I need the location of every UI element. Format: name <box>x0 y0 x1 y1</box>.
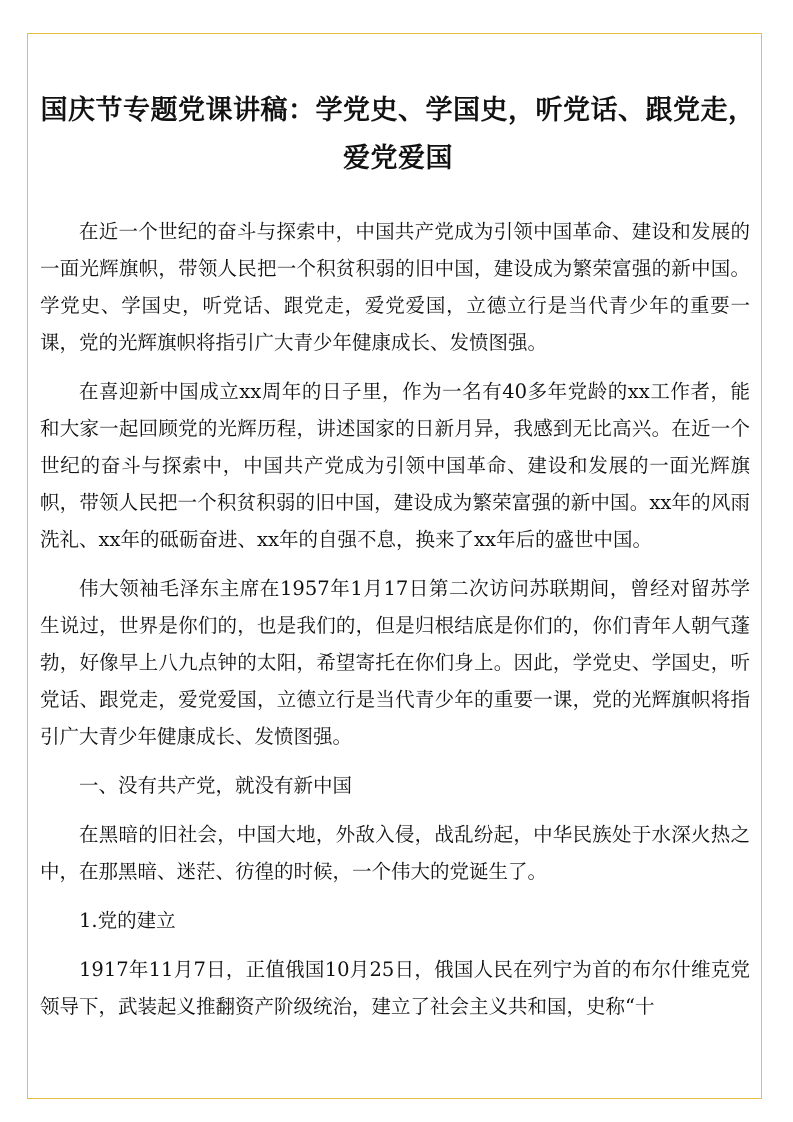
title-line-1: 国庆节专题党课讲稿：学党史、学国史，听党话、跟党走， <box>40 95 756 126</box>
paragraph-party-founding: 1917年11月7日，正值俄国10月25日，俄国人民在列宁为首的布尔什维克党领导下，武装起义推翻资产阶级统治，建立了社会主义共和国，史称“十 <box>40 958 750 1018</box>
paragraph-anniversary: 在喜迎新中国成立xx周年的日子里，作为一名有40多年党龄的xx工作者，能和大家一起回顾党的光辉历程，讲述国家的日新月异，我感到无比高兴。在近一个世纪的奋斗与探索中，中国共产党成为引领中国革命、建设和发展的一面光辉旗帜，带领人民把一个积贫积弱的旧中国，建设成为繁荣富强的新中国。xx年的风雨洗礼、xx年的砥砺奋进、xx年的自强不息，换来了xx年后的盛世中国。 <box>40 380 750 551</box>
paragraph-intro: 在近一个世纪的奋斗与探索中，中国共产党成为引领中国革命、建设和发展的一面光辉旗帜，带领人民把一个积贫积弱的旧中国，建设成为繁荣富强的新中国。学党史、学国史，听党话、跟党走，爱党爱国，立德立行是当代青少年的重要一课，党的光辉旗帜将指引广大青少年健康成长、发愤图强。 <box>40 220 750 354</box>
paragraph-old-society: 在黑暗的旧社会，中国大地，外敌入侵，战乱纷起，中华民族处于水深火热之中，在那黑暗、迷茫、彷徨的时候，一个伟大的党诞生了。 <box>40 823 750 883</box>
section-heading-1: 一、没有共产党，就没有新中国 <box>79 774 353 797</box>
document-body <box>40 213 756 1025</box>
subsection-heading-1: 1.党的建立 <box>79 909 176 932</box>
document-title <box>40 87 756 183</box>
document-content <box>40 80 756 1037</box>
paragraph-mao-quote: 伟大领袖毛泽东主席在1957年1月17日第二次访问苏联期间，曾经对留苏学生说过，世界是你们的，也是我们的，但是归根结底是你们的，你们青年人朝气蓬勃，好像早上八九点钟的太阳，希望寄托在你们身上。因此，学党史、学国史，听党话、跟党走，爱党爱国，立德立行是当代青少年的重要一课，党的光辉旗帜将指引广大青少年健康成长、发愤图强。 <box>40 577 750 748</box>
title-line-2: 爱党爱国 <box>343 143 453 174</box>
